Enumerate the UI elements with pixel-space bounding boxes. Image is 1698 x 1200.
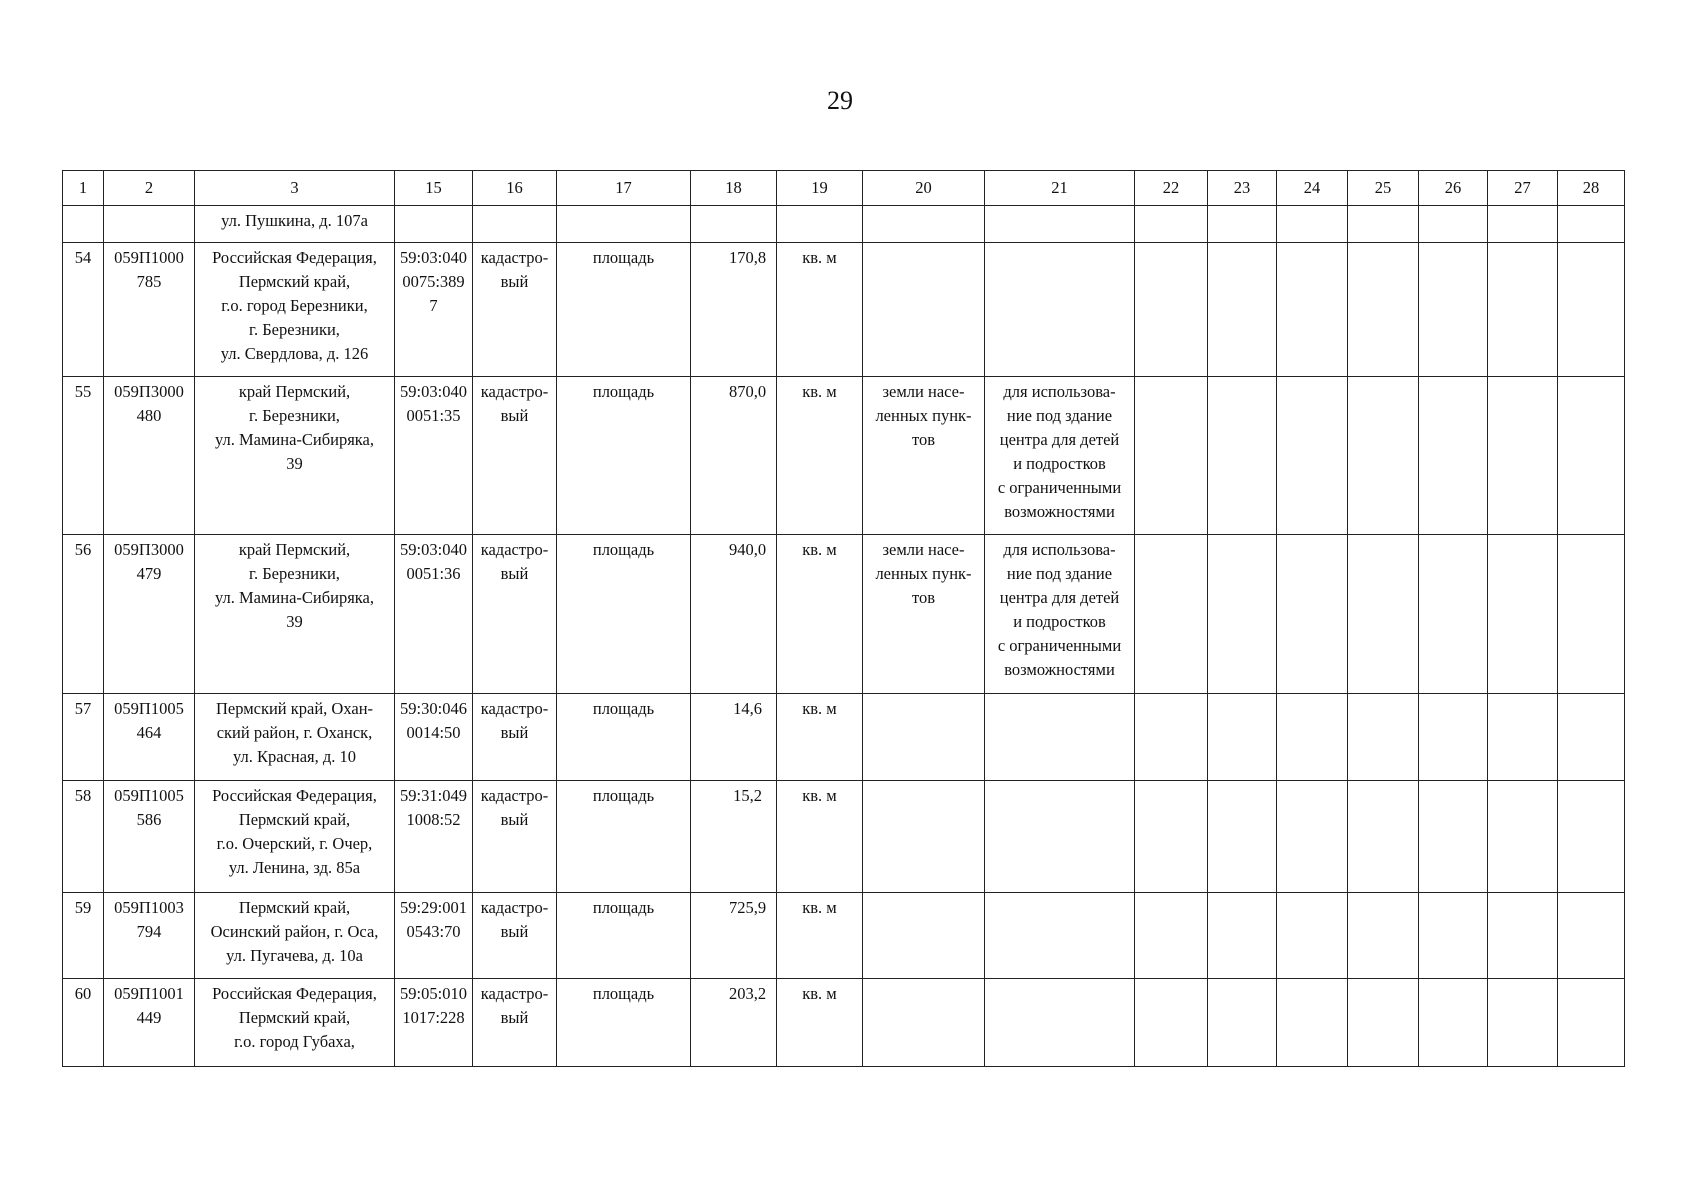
- unit-cell: [777, 694, 863, 781]
- empty-cell: [1348, 206, 1419, 243]
- row-number-cell: [63, 893, 104, 979]
- land-category-cell: [863, 243, 985, 377]
- empty-cell: [1558, 243, 1625, 377]
- characteristic-type-text: площадь: [592, 786, 655, 805]
- unit-cell: [777, 243, 863, 377]
- row-number-text: 59: [74, 898, 92, 917]
- cadastral-number-text: 59:03:040 0051:36: [400, 540, 467, 583]
- characteristic-value-cell: [691, 377, 777, 535]
- number-type-cell: [473, 694, 557, 781]
- permitted-use-text: для использова- ние под здание центра для детей и подростков с ограниченными возможностями: [997, 382, 1122, 521]
- characteristic-value-cell: [691, 781, 777, 893]
- empty-cell: [1419, 781, 1488, 893]
- unit-cell: [777, 893, 863, 979]
- empty-cell: [1558, 206, 1625, 243]
- characteristic-type-text: площадь: [592, 984, 655, 1003]
- table-row: [63, 979, 1625, 1067]
- land-category-cell: [863, 694, 985, 781]
- row-number-cell: [63, 377, 104, 535]
- characteristic-type-cell: [557, 377, 691, 535]
- land-category-cell: [863, 535, 985, 694]
- empty-cell: [1558, 535, 1625, 694]
- cadastral-number-cell: [395, 694, 473, 781]
- empty-cell: [1135, 979, 1208, 1067]
- column-header: 1: [63, 171, 104, 206]
- number-type-text: кадастро- вый: [480, 248, 549, 291]
- empty-cell: [1419, 694, 1488, 781]
- characteristic-value-text: 14,6: [733, 699, 762, 718]
- characteristic-value-text: 940,0: [728, 540, 767, 559]
- empty-cell: [1348, 781, 1419, 893]
- empty-cell: [1135, 893, 1208, 979]
- number-type-cell: [473, 893, 557, 979]
- address-cell: [195, 979, 395, 1067]
- address-cell: [195, 694, 395, 781]
- column-header: 3: [195, 171, 395, 206]
- empty-cell: [1277, 206, 1348, 243]
- object-code-cell: [104, 979, 195, 1067]
- table-header-row: [63, 171, 1625, 206]
- number-type-cell: [473, 781, 557, 893]
- land-category-text: земли насе- ленных пунк- тов: [875, 382, 972, 449]
- address-cell: [195, 893, 395, 979]
- characteristic-value-text: 203,2: [728, 984, 767, 1003]
- empty-cell: [1135, 377, 1208, 535]
- address-text: Пермский край, Осинский район, г. Оса, ул. Пугачева, д. 10а: [210, 898, 379, 965]
- characteristic-value-text: 870,0: [728, 382, 767, 401]
- empty-cell: [1419, 243, 1488, 377]
- unit-cell: [777, 377, 863, 535]
- land-category-cell: [863, 377, 985, 535]
- object-code-cell: [104, 206, 195, 243]
- table-row: [63, 377, 1625, 535]
- characteristic-type-cell: [557, 694, 691, 781]
- number-type-text: кадастро- вый: [480, 984, 549, 1027]
- unit-text: кв. м: [802, 984, 837, 1003]
- characteristic-value-cell: [691, 694, 777, 781]
- empty-cell: [1135, 781, 1208, 893]
- number-type-text: кадастро- вый: [480, 382, 549, 425]
- permitted-use-cell: [985, 377, 1135, 535]
- land-category-text: земли насе- ленных пунк- тов: [875, 540, 972, 607]
- cadastral-number-cell: [395, 781, 473, 893]
- land-category-cell: [863, 979, 985, 1067]
- empty-cell: [1419, 893, 1488, 979]
- row-number-cell: [63, 535, 104, 694]
- empty-cell: [1208, 979, 1277, 1067]
- characteristic-type-cell: [557, 781, 691, 893]
- unit-cell: [777, 535, 863, 694]
- column-header: 15: [395, 171, 473, 206]
- empty-cell: [1208, 781, 1277, 893]
- empty-cell: [1208, 535, 1277, 694]
- characteristic-value-cell: [691, 206, 777, 243]
- table-row: [63, 206, 1625, 243]
- cadastral-number-text: 59:05:010 1017:228: [400, 984, 467, 1027]
- characteristic-type-text: площадь: [592, 540, 655, 559]
- empty-cell: [1135, 243, 1208, 377]
- unit-text: кв. м: [802, 248, 837, 267]
- empty-cell: [1488, 781, 1558, 893]
- object-code-text: 059П1003 794: [114, 898, 184, 941]
- empty-cell: [1558, 979, 1625, 1067]
- permitted-use-text: для использова- ние под здание центра для детей и подростков с ограниченными возможностями: [997, 540, 1122, 679]
- empty-cell: [1419, 377, 1488, 535]
- register-table: [62, 170, 1625, 1067]
- characteristic-type-cell: [557, 893, 691, 979]
- empty-cell: [1348, 243, 1419, 377]
- land-category-cell: [863, 206, 985, 243]
- cadastral-number-text: 59:03:040 0051:35: [400, 382, 467, 425]
- characteristic-value-text: 15,2: [733, 786, 762, 805]
- empty-cell: [1348, 535, 1419, 694]
- empty-cell: [1419, 535, 1488, 694]
- empty-cell: [1277, 979, 1348, 1067]
- unit-text: кв. м: [802, 699, 837, 718]
- empty-cell: [1208, 377, 1277, 535]
- column-header: 26: [1419, 171, 1488, 206]
- land-category-cell: [863, 893, 985, 979]
- object-code-cell: [104, 535, 195, 694]
- table-row: [63, 694, 1625, 781]
- column-header: 20: [863, 171, 985, 206]
- object-code-text: 059П1005 586: [114, 786, 184, 829]
- row-number-cell: [63, 243, 104, 377]
- row-number-text: 56: [74, 540, 92, 559]
- table-row: [63, 243, 1625, 377]
- permitted-use-cell: [985, 206, 1135, 243]
- address-text: ул. Пушкина, д. 107а: [221, 211, 368, 230]
- number-type-cell: [473, 377, 557, 535]
- number-type-cell: [473, 243, 557, 377]
- empty-cell: [1348, 893, 1419, 979]
- empty-cell: [1488, 893, 1558, 979]
- permitted-use-cell: [985, 781, 1135, 893]
- unit-text: кв. м: [802, 898, 837, 917]
- empty-cell: [1488, 377, 1558, 535]
- empty-cell: [1348, 377, 1419, 535]
- object-code-text: 059П1000 785: [114, 248, 184, 291]
- empty-cell: [1488, 979, 1558, 1067]
- row-number-text: 58: [74, 786, 92, 805]
- object-code-text: 059П1001 449: [114, 984, 184, 1027]
- unit-cell: [777, 781, 863, 893]
- address-cell: [195, 781, 395, 893]
- object-code-text: 059П1005 464: [114, 699, 184, 742]
- address-text: Российская Федерация, Пермский край, г.о. город Губаха,: [212, 984, 377, 1051]
- row-number-cell: [63, 694, 104, 781]
- row-number-cell: [63, 979, 104, 1067]
- row-number-text: 55: [74, 382, 92, 401]
- characteristic-value-text: 170,8: [728, 248, 767, 267]
- column-header: 24: [1277, 171, 1348, 206]
- empty-cell: [1488, 694, 1558, 781]
- table-row: [63, 893, 1625, 979]
- object-code-cell: [104, 893, 195, 979]
- object-code-text: 059П3000 479: [114, 540, 184, 583]
- characteristic-type-text: площадь: [592, 898, 655, 917]
- empty-cell: [1277, 694, 1348, 781]
- empty-cell: [1558, 377, 1625, 535]
- number-type-text: кадастро- вый: [480, 786, 549, 829]
- cadastral-number-text: 59:03:040 0075:389 7: [400, 248, 467, 315]
- characteristic-type-cell: [557, 243, 691, 377]
- object-code-cell: [104, 781, 195, 893]
- number-type-text: кадастро- вый: [480, 898, 549, 941]
- cadastral-number-cell: [395, 377, 473, 535]
- empty-cell: [1488, 206, 1558, 243]
- characteristic-value-cell: [691, 535, 777, 694]
- characteristic-type-text: площадь: [592, 699, 655, 718]
- land-category-cell: [863, 781, 985, 893]
- cadastral-number-cell: [395, 243, 473, 377]
- column-header: 27: [1488, 171, 1558, 206]
- permitted-use-cell: [985, 535, 1135, 694]
- empty-cell: [1135, 694, 1208, 781]
- characteristic-value-cell: [691, 243, 777, 377]
- permitted-use-cell: [985, 893, 1135, 979]
- empty-cell: [1277, 243, 1348, 377]
- empty-cell: [1419, 206, 1488, 243]
- characteristic-type-cell: [557, 535, 691, 694]
- empty-cell: [1208, 893, 1277, 979]
- empty-cell: [1135, 535, 1208, 694]
- column-header: 21: [985, 171, 1135, 206]
- column-header: 23: [1208, 171, 1277, 206]
- permitted-use-cell: [985, 694, 1135, 781]
- empty-cell: [1208, 694, 1277, 781]
- address-cell: [195, 535, 395, 694]
- column-header: 28: [1558, 171, 1625, 206]
- empty-cell: [1348, 694, 1419, 781]
- column-header: 25: [1348, 171, 1419, 206]
- row-number-cell: [63, 206, 104, 243]
- address-text: край Пермский, г. Березники, ул. Мамина-Сибиряка, 39: [214, 540, 375, 631]
- object-code-text: 059П3000 480: [114, 382, 184, 425]
- object-code-cell: [104, 694, 195, 781]
- cadastral-number-text: 59:30:046 0014:50: [400, 699, 467, 742]
- row-number-text: 54: [74, 248, 92, 267]
- empty-cell: [1488, 535, 1558, 694]
- empty-cell: [1277, 535, 1348, 694]
- object-code-cell: [104, 243, 195, 377]
- unit-cell: [777, 979, 863, 1067]
- table-row: [63, 781, 1625, 893]
- unit-cell: [777, 206, 863, 243]
- address-cell: [195, 377, 395, 535]
- empty-cell: [1419, 979, 1488, 1067]
- empty-cell: [1208, 206, 1277, 243]
- empty-cell: [1277, 377, 1348, 535]
- cadastral-number-cell: [395, 206, 473, 243]
- number-type-cell: [473, 206, 557, 243]
- address-text: Российская Федерация, Пермский край, г.о. Очерский, г. Очер, ул. Ленина, зд. 85а: [212, 786, 377, 877]
- address-cell: [195, 243, 395, 377]
- table-row: [63, 535, 1625, 694]
- column-header: 2: [104, 171, 195, 206]
- number-type-cell: [473, 979, 557, 1067]
- characteristic-value-cell: [691, 893, 777, 979]
- number-type-text: кадастро- вый: [480, 699, 549, 742]
- empty-cell: [1277, 781, 1348, 893]
- column-header: 19: [777, 171, 863, 206]
- characteristic-type-text: площадь: [592, 382, 655, 401]
- number-type-cell: [473, 535, 557, 694]
- row-number-cell: [63, 781, 104, 893]
- empty-cell: [1135, 206, 1208, 243]
- empty-cell: [1208, 243, 1277, 377]
- cadastral-number-cell: [395, 979, 473, 1067]
- empty-cell: [1348, 979, 1419, 1067]
- empty-cell: [1558, 694, 1625, 781]
- column-header: 16: [473, 171, 557, 206]
- characteristic-type-cell: [557, 206, 691, 243]
- row-number-text: 57: [74, 699, 92, 718]
- number-type-text: кадастро- вый: [480, 540, 549, 583]
- object-code-cell: [104, 377, 195, 535]
- column-header: 22: [1135, 171, 1208, 206]
- cadastral-number-text: 59:29:001 0543:70: [400, 898, 467, 941]
- empty-cell: [1277, 893, 1348, 979]
- characteristic-type-cell: [557, 979, 691, 1067]
- characteristic-type-text: площадь: [592, 248, 655, 267]
- row-number-text: 60: [74, 984, 92, 1003]
- column-header: 17: [557, 171, 691, 206]
- address-text: Российская Федерация, Пермский край, г.о. город Березники, г. Березники, ул. Свердлова, д. 126: [212, 248, 377, 363]
- characteristic-value-text: 725,9: [728, 898, 767, 917]
- unit-text: кв. м: [802, 382, 837, 401]
- address-text: край Пермский, г. Березники, ул. Мамина-Сибиряка, 39: [214, 382, 375, 473]
- empty-cell: [1488, 243, 1558, 377]
- address-text: Пермский край, Охан- ский район, г. Оханск, ул. Красная, д. 10: [215, 699, 374, 766]
- column-header: 18: [691, 171, 777, 206]
- unit-text: кв. м: [802, 786, 837, 805]
- unit-text: кв. м: [802, 540, 837, 559]
- permitted-use-cell: [985, 979, 1135, 1067]
- empty-cell: [1558, 781, 1625, 893]
- address-cell: [195, 206, 395, 243]
- page-number: 29: [827, 86, 853, 115]
- cadastral-number-cell: [395, 893, 473, 979]
- cadastral-number-text: 59:31:049 1008:52: [400, 786, 467, 829]
- permitted-use-cell: [985, 243, 1135, 377]
- cadastral-number-cell: [395, 535, 473, 694]
- characteristic-value-cell: [691, 979, 777, 1067]
- empty-cell: [1558, 893, 1625, 979]
